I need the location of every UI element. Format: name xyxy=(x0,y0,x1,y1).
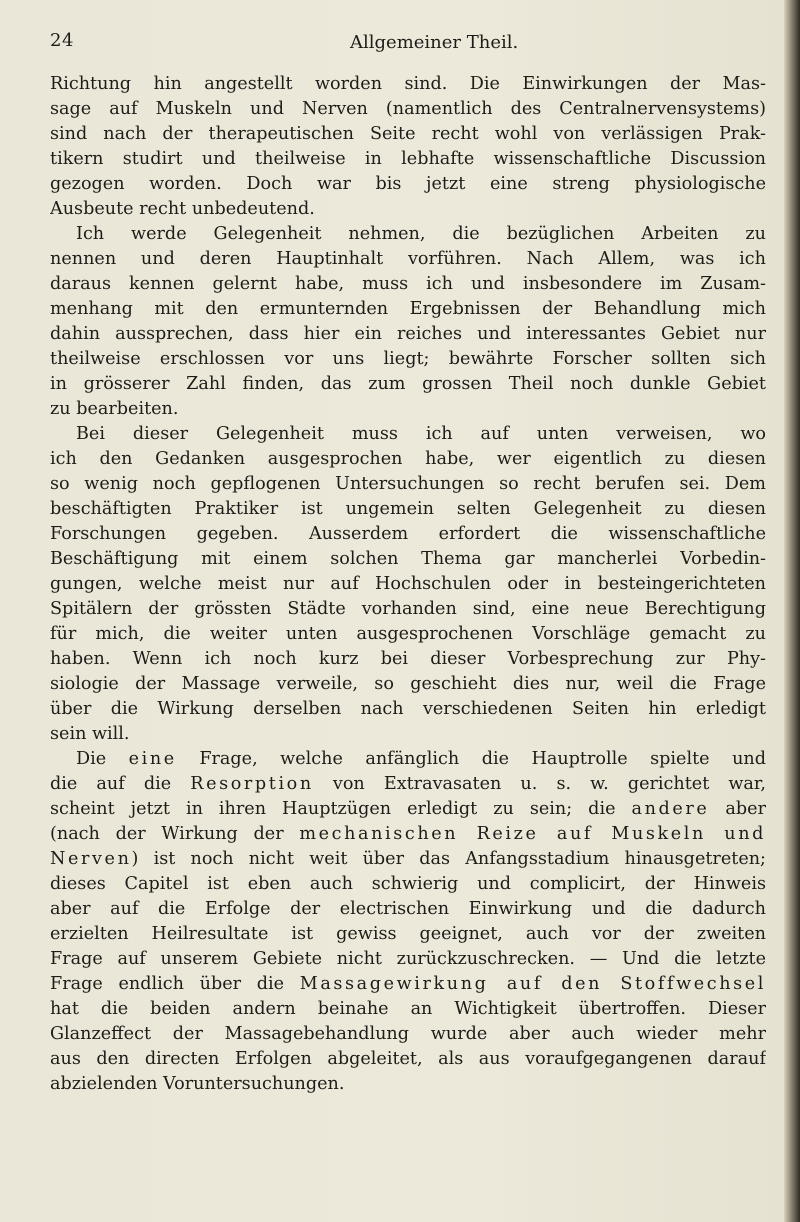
text-line: daraus kennen gelernt habe, muss ich und insbesondere im Zusam- xyxy=(50,274,766,294)
page-number: 24 xyxy=(50,30,74,51)
text-line: aus den directen Erfolgen abgeleitet, als aus voraufgegangenen darauf xyxy=(50,1049,766,1069)
text-line: Frage auf unserem Gebiete nicht zurückzuschrecken. — Und die letzte xyxy=(50,949,766,969)
text-line: zu bearbeiten. xyxy=(50,399,179,419)
text-line: menhang mit den ermunternden Ergebnissen der Behandlung mich xyxy=(50,299,766,319)
text-line: sein will. xyxy=(50,724,130,744)
text-line: Frage endlich über die Massagewirkung auf den Stoffwechsel xyxy=(50,974,766,994)
text-line: Spitälern der grössten Städte vorhanden sind, eine neue Berechtigung xyxy=(50,599,766,619)
paragraph-start-line: Ich werde Gelegenheit nehmen, die bezüglichen Arbeiten zu xyxy=(76,224,766,244)
text-line: gungen, welche meist nur auf Hochschulen oder in besteingerichteten xyxy=(50,574,766,594)
text-line: gezogen worden. Doch war bis jetzt eine streng physiologische xyxy=(50,174,766,194)
text-line: Ausbeute recht unbedeutend. xyxy=(50,199,315,219)
text-line: Beschäftigung mit einem solchen Thema gar mancherlei Vorbedin- xyxy=(50,549,766,569)
text-line: sind nach der therapeutischen Seite recht wohl von verlässigen Prak- xyxy=(50,124,766,144)
text-line: hat die beiden andern beinahe an Wichtigkeit übertroffen. Dieser xyxy=(50,999,766,1019)
emphasis-text: mechanischen Reize auf Muskeln und xyxy=(299,824,766,844)
page-header xyxy=(50,30,780,60)
text-line: für mich, die weiter unten ausgesprochenen Vorschläge gemacht zu xyxy=(50,624,766,644)
running-head: Allgemeiner Theil. xyxy=(350,32,519,53)
text-line: haben. Wenn ich noch kurz bei dieser Vorbesprechung zur Phy- xyxy=(50,649,766,669)
text-line: theilweise erschlossen vor uns liegt; bewährte Forscher sollten sich xyxy=(50,349,766,369)
emphasis-text: Massagewirkung auf den Stoffwechsel xyxy=(299,974,766,994)
emphasis-text: andere xyxy=(631,799,710,819)
text-line: so wenig noch gepflogenen Untersuchungen so recht berufen sei. Dem xyxy=(50,474,766,494)
text-line: in grösserer Zahl finden, das zum grossen Theil noch dunkle Gebiet xyxy=(50,374,766,394)
text-line: abzielenden Voruntersuchungen. xyxy=(50,1074,345,1094)
text-line: siologie der Massage verweile, so geschieht dies nur, weil die Frage xyxy=(50,674,766,694)
text-line: sage auf Muskeln und Nerven (namentlich des Centralnervensystems) xyxy=(50,99,766,119)
text-line: Nerven) ist noch nicht weit über das Anfangsstadium hinausgetreten; xyxy=(50,849,766,869)
text-line: die auf die Resorption von Extravasaten u. s. w. gerichtet war, xyxy=(50,774,766,794)
text-line: über die Wirkung derselben nach verschiedenen Seiten hin erledigt xyxy=(50,699,766,719)
text-line: beschäftigten Praktiker ist ungemein selten Gelegenheit zu diesen xyxy=(50,499,766,519)
text-line: dahin aussprechen, dass hier ein reiches und interessantes Gebiet nur xyxy=(50,324,766,344)
text-line: Glanzeffect der Massagebehandlung wurde aber auch wieder mehr xyxy=(50,1024,766,1044)
page-binding-edge xyxy=(784,0,800,1222)
text-line: dieses Capitel ist eben auch schwierig und complicirt, der Hinweis xyxy=(50,874,766,894)
text-line: scheint jetzt in ihren Hauptzügen erledigt zu sein; die andere aber xyxy=(50,799,766,819)
text-line: Richtung hin angestellt worden sind. Die Einwirkungen der Mas- xyxy=(50,74,766,94)
text-line: erzielten Heilresultate ist gewiss geeignet, auch vor der zweiten xyxy=(50,924,766,944)
paragraph-start-line: Die eine Frage, welche anfänglich die Hauptrolle spielte und xyxy=(76,749,766,769)
text-line: (nach der Wirkung der mechanischen Reize auf Muskeln und xyxy=(50,824,766,844)
text-line: Forschungen gegeben. Ausserdem erfordert die wissenschaftliche xyxy=(50,524,766,544)
text-line: nennen und deren Hauptinhalt vorführen. Nach Allem, was ich xyxy=(50,249,766,269)
text-line: ich den Gedanken ausgesprochen habe, wer eigentlich zu diesen xyxy=(50,449,766,469)
body-text xyxy=(50,72,766,1097)
text-line: aber auf die Erfolge der electrischen Einwirkung und die dadurch xyxy=(50,899,766,919)
paragraph-start-line: Bei dieser Gelegenheit muss ich auf unten verweisen, wo xyxy=(76,424,766,444)
emphasis-text: Nerven xyxy=(50,849,132,869)
emphasis-text: eine xyxy=(128,749,177,769)
text-line: tikern studirt und theilweise in lebhafte wissenschaftliche Discussion xyxy=(50,149,766,169)
emphasis-text: Resorption xyxy=(190,774,314,794)
